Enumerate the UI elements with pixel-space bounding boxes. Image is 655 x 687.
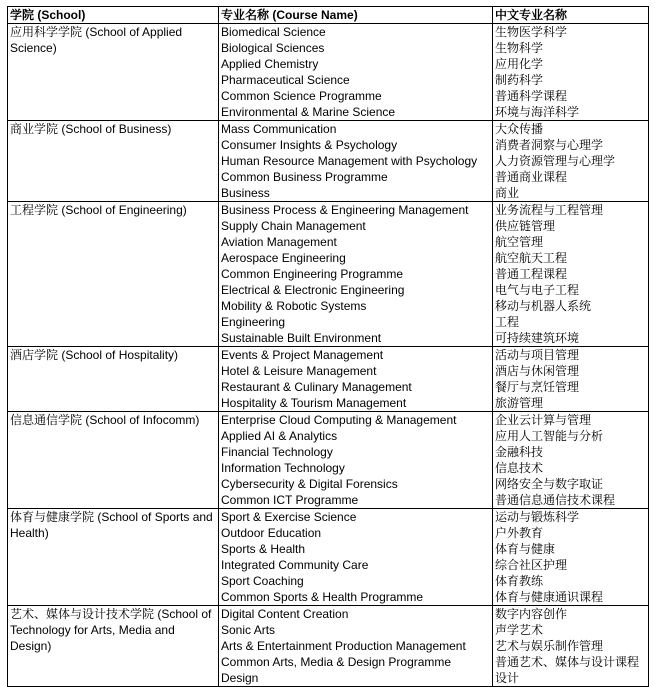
chinese-course-name: 餐厅与烹饪管理 [495, 380, 580, 394]
chinese-course-name: 声学艺术 [495, 623, 544, 637]
chinese-course-name: 酒店与休闲管理 [495, 364, 580, 378]
course-name: Hospitality & Tourism Management [221, 396, 407, 410]
chinese-course-name: 体育教练 [495, 574, 544, 588]
chinese-course-name: 企业云计算与管理 [495, 413, 592, 427]
chinese-course-name: 体育与健康 [495, 542, 556, 556]
chinese-course-name: 信息技术 [495, 461, 544, 475]
school-cell: 商业学院 (School of Business) [8, 121, 219, 202]
chinese-course-name: 网络安全与数字取证 [495, 477, 604, 491]
chinese-course-name: 普通商业课程 [495, 170, 568, 184]
course-name-cell [219, 509, 493, 606]
table-row [8, 121, 649, 202]
course-name-cell [219, 202, 493, 347]
chinese-name-cell [493, 347, 649, 412]
chinese-course-name: 普通艺术、媒体与设计课程 [495, 655, 640, 669]
table-row [8, 509, 649, 606]
chinese-course-name: 设计 [495, 671, 520, 685]
course-name: Common Sports & Health Programme [221, 590, 424, 604]
chinese-course-name: 人力资源管理与心理学 [495, 154, 616, 168]
chinese-course-name: 应用人工智能与分析 [495, 429, 604, 443]
school-cell: 酒店学院 (School of Hospitality) [8, 347, 219, 412]
chinese-course-name: 户外教育 [495, 526, 544, 540]
chinese-name-cell [493, 24, 649, 121]
chinese-course-name: 综合社区护理 [495, 558, 568, 572]
header-row [8, 7, 649, 24]
chinese-course-name: 艺术与娱乐制作管理 [495, 639, 604, 653]
chinese-course-name: 业务流程与工程管理 [495, 203, 604, 217]
course-name: Common ICT Programme [221, 493, 359, 507]
chinese-course-name: 普通科学课程 [495, 89, 568, 103]
chinese-course-name: 活动与项目管理 [495, 348, 580, 362]
course-name: Common Engineering Programme [221, 267, 404, 281]
school-cell: 工程学院 (School of Engineering) [8, 202, 219, 347]
table-row [8, 347, 649, 412]
table-row [8, 24, 649, 121]
chinese-course-name: 大众传播 [495, 122, 544, 136]
course-name: Cybersecurity & Digital Forensics [221, 477, 398, 491]
course-name: Applied Chemistry [221, 57, 319, 71]
course-name-cell [219, 412, 493, 509]
course-name: Sports & Health [221, 542, 306, 556]
chinese-course-name: 制药科学 [495, 73, 544, 87]
course-name: Sport & Exercise Science [221, 510, 357, 524]
course-name: Engineering [221, 315, 286, 329]
course-name: Environmental & Marine Science [221, 105, 396, 119]
course-name: Information Technology [221, 461, 345, 475]
course-name: Enterprise Cloud Computing & Management [221, 413, 457, 427]
chinese-course-name: 供应链管理 [495, 219, 556, 233]
course-name: Design [221, 671, 259, 685]
course-name: Business Process & Engineering Management [221, 203, 469, 217]
course-name: Outdoor Education [221, 526, 322, 540]
course-name: Pharmaceutical Science [221, 73, 350, 87]
chinese-course-name: 电气与电子工程 [495, 283, 580, 297]
course-table [7, 6, 649, 687]
table-row [8, 412, 649, 509]
course-name: Aviation Management [221, 235, 337, 249]
chinese-course-name: 航空航天工程 [495, 251, 568, 265]
chinese-course-name: 应用化学 [495, 57, 544, 71]
course-name: Electrical & Electronic Engineering [221, 283, 405, 297]
chinese-course-name: 可持续建筑环境 [495, 331, 580, 345]
course-name: Integrated Community Care [221, 558, 369, 572]
course-name: Restaurant & Culinary Management [221, 380, 412, 394]
table-row [8, 202, 649, 347]
course-name: Arts & Entertainment Production Management [221, 639, 466, 653]
course-name-cell [219, 347, 493, 412]
chinese-course-name: 生物科学 [495, 41, 544, 55]
course-name: Biomedical Science [221, 25, 326, 39]
chinese-course-name: 生物医学科学 [495, 25, 568, 39]
course-name: Digital Content Creation [221, 607, 349, 621]
course-name: Events & Project Management [221, 348, 384, 362]
course-name: Hotel & Leisure Management [221, 364, 377, 378]
chinese-course-name: 移动与机器人系统 [495, 299, 592, 313]
chinese-course-name: 金融科技 [495, 445, 544, 459]
course-name: Common Science Programme [221, 89, 382, 103]
course-name-cell [219, 24, 493, 121]
school-cell: 体育与健康学院 (School of Sports and Health) [8, 509, 219, 606]
course-name-cell [219, 121, 493, 202]
course-name: Supply Chain Management [221, 219, 366, 233]
course-name: Mass Communication [221, 122, 337, 136]
chinese-course-name: 普通信息通信技术课程 [495, 493, 616, 507]
chinese-course-name: 运动与锻炼科学 [495, 510, 580, 524]
course-name: Mobility & Robotic Systems [221, 299, 367, 313]
table-body [8, 24, 649, 687]
chinese-course-name: 环境与海洋科学 [495, 105, 580, 119]
course-name: Common Arts, Media & Design Programme [221, 655, 452, 669]
course-name: Business [221, 186, 270, 200]
course-name-cell [219, 606, 493, 687]
header-school: 学院 (School) [8, 7, 219, 24]
school-cell: 信息通信学院 (School of Infocomm) [8, 412, 219, 509]
course-name: Financial Technology [221, 445, 333, 459]
course-name: Sonic Arts [221, 623, 276, 637]
course-name: Aerospace Engineering [221, 251, 346, 265]
chinese-name-cell [493, 509, 649, 606]
chinese-course-name: 体育与健康通识课程 [495, 590, 604, 604]
chinese-course-name: 消费者洞察与心理学 [495, 138, 604, 152]
school-cell: 应用科学学院 (School of Applied Science) [8, 24, 219, 121]
chinese-name-cell [493, 606, 649, 687]
header-chinese-name: 中文专业名称 [493, 7, 649, 24]
course-name: Applied AI & Analytics [221, 429, 338, 443]
course-name: Biological Sciences [221, 41, 325, 55]
school-cell: 艺术、媒体与设计技术学院 (School of Technology for Arts, Media and Design) [8, 606, 219, 687]
chinese-course-name: 数字内容创作 [495, 607, 568, 621]
course-name: Sport Coaching [221, 574, 304, 588]
header-course-name: 专业名称 (Course Name) [219, 7, 493, 24]
chinese-course-name: 商业 [495, 186, 520, 200]
course-name: Sustainable Built Environment [221, 331, 382, 345]
course-name: Human Resource Management with Psychology [221, 154, 478, 168]
chinese-course-name: 航空管理 [495, 235, 544, 249]
chinese-name-cell [493, 202, 649, 347]
course-name: Common Business Programme [221, 170, 388, 184]
chinese-name-cell [493, 412, 649, 509]
chinese-course-name: 工程 [495, 315, 520, 329]
chinese-course-name: 旅游管理 [495, 396, 544, 410]
chinese-course-name: 普通工程课程 [495, 267, 568, 281]
course-name: Consumer Insights & Psychology [221, 138, 398, 152]
table-row [8, 606, 649, 687]
chinese-name-cell [493, 121, 649, 202]
